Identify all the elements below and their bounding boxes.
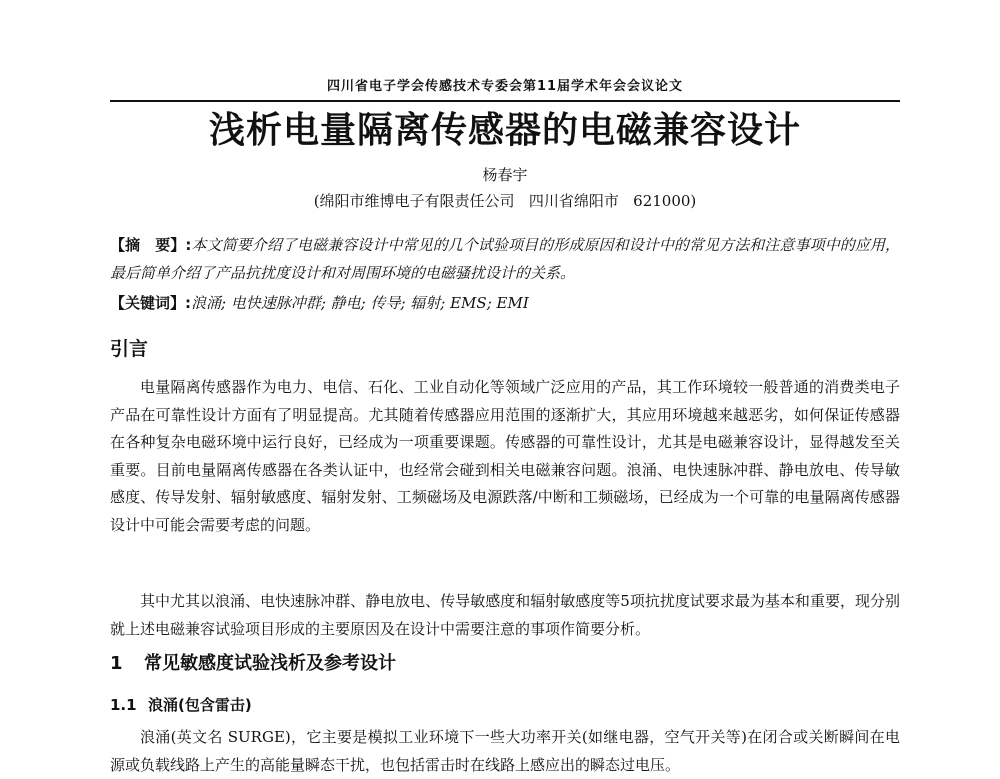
section-heading	[110, 651, 396, 677]
abstract-label: 【摘 要】:	[110, 236, 192, 254]
keywords	[110, 289, 900, 317]
subsection-title: 浪涌(包含雷击)	[148, 696, 252, 714]
paper-title: 浅析电量隔离传感器的电磁兼容设计	[208, 110, 801, 151]
intro-paragraph-1: 电量隔离传感器作为电力、电信、石化、工业自动化等领域广泛应用的产品，其工作环境较一般普通的消费类电子产品在可靠性设计方面有了明显提高。尤其随着传感器应用范围的逐渐扩大，其应用环境越来越恶劣，如何保证传感器在各种复杂电磁环境中运行良好，已经成为一项重要课题。传感器的可靠性设计，尤其是电磁兼容设计，显得越发至关重要。目前电量隔离传感器在各类认证中，也经常会碰到相关电磁兼容问题。浪涌、电快速脉冲群、静电放电、传导敏感度、传导发射、辐射敏感度、辐射发射、工频磁场及电源跌落/中断和工频磁场，已经成为一个可靠的电量隔离传感器设计中可能会需要考虑的问题。	[110, 378, 900, 534]
author-name: 杨春宇	[482, 166, 528, 184]
subsection-number: 1.1	[110, 696, 137, 714]
intro-heading: 引言	[110, 338, 149, 360]
section-title: 常见敏感度试验浅析及参考设计	[144, 653, 396, 674]
subsection-paragraph: 浪涌(英文名 SURGE)，它主要是模拟工业环境下一些大功率开关(如继电器，空气开关等)在闭合或关断瞬间在电源或负载线路上产生的高能量瞬态干扰，也包括雷击时在线路上感应出的瞬态过电压。	[110, 728, 900, 774]
header-rule	[110, 100, 900, 102]
running-head: 四川省电子学会传感技术专委会第11届学术年会会议论文	[326, 79, 684, 94]
subsection-heading	[110, 694, 252, 716]
keywords-text: 浪涌; 电快速脉冲群; 静电; 传导; 辐射; EMS; EMI	[191, 294, 529, 312]
author-affiliation: (绵阳市维博电子有限责任公司 四川省绵阳市 621000)	[313, 192, 697, 210]
section-number: 1	[110, 653, 123, 674]
abstract	[110, 231, 900, 287]
keywords-label: 【关键词】:	[110, 294, 191, 312]
intro-paragraph-2: 其中尤其以浪涌、电快速脉冲群、静电放电、传导敏感度和辐射敏感度等5项抗扰度试要求最为基本和重要，现分别就上述电磁兼容试验项目形成的主要原因及在设计中需要注意的事项作简要分析。	[110, 592, 900, 638]
abstract-text: 本文简要介绍了电磁兼容设计中常见的几个试验项目的形成原因和设计中的常见方法和注意事项中的应用，最后简单介绍了产品抗扰度设计和对周围环境的电磁骚扰设计的关系。	[110, 236, 900, 282]
